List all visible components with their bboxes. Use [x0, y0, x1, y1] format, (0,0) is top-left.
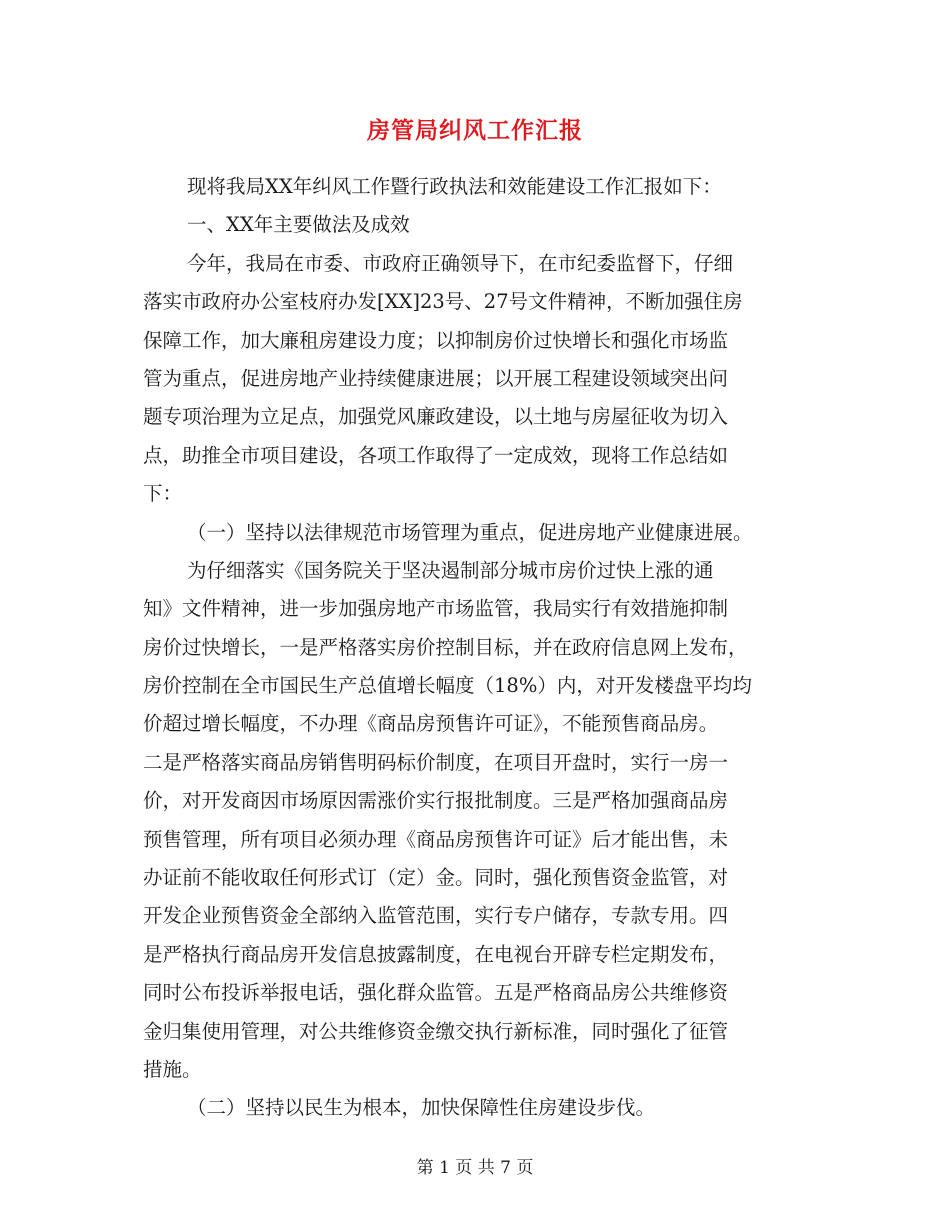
text-line: 金归集使用管理，对公共维修资金缴交执行新标准，同时强化了征管 — [143, 1019, 729, 1043]
document-body — [143, 168, 811, 1128]
text-line: 价，对开发商因市场原因需涨价实行报批制度。三是严格加强商品房 — [143, 789, 729, 813]
subsection-heading: （二）坚持以民生为根本，加快保障性住房建设步伐。 — [187, 1096, 656, 1120]
text-line: 现将我局XX年纠风工作暨行政执法和效能建设工作汇报如下： — [187, 175, 722, 198]
text-line: 房价控制在全市国民生产总值增长幅度（18%）内，对开发楼盘平均均 — [143, 674, 752, 698]
text-line: 二是严格落实商品房销售明码标价制度，在项目开盘时，实行一房一 — [143, 750, 729, 774]
text-line: 为仔细落实《国务院关于坚决遏制部分城市房价过快上涨的通 — [187, 558, 714, 582]
text-line: 知》文件精神，进一步加强房地产市场监管，我局实行有效措施抑制 — [143, 597, 729, 621]
text-line: 办证前不能收取任何形式订（定）金。同时，强化预售资金监管，对 — [143, 866, 729, 890]
subsection-heading: （一）坚持以法律规范市场管理为重点，促进房地产业健康进展。 — [187, 520, 753, 544]
text-line: 今年，我局在市委、市政府正确领导下，在市纪委监督下，仔细 — [187, 251, 734, 275]
section-heading: 一、XX年主要做法及成效 — [187, 213, 410, 237]
text-line: 点，助推全市项目建设，各项工作取得了一定成效，现将工作总结如 — [143, 443, 729, 467]
page-footer: 第 1 页 共 7 页 — [416, 1158, 534, 1178]
document-title: 房管局纠风工作汇报 — [367, 118, 583, 144]
text-line: 措施。 — [143, 1057, 202, 1081]
text-line: 是严格执行商品房开发信息披露制度，在电视台开辟专栏定期发布， — [143, 942, 729, 966]
text-line: 价超过增长幅度，不办理《商品房预售许可证》，不能预售商品房。 — [143, 712, 719, 736]
text-line: 落实市政府办公室枝府办发[XX]23号、27号文件精神，不断加强住房 — [143, 290, 743, 314]
text-line: 保障工作，加大廉租房建设力度；以抑制房价过快增长和强化市场监 — [143, 328, 729, 352]
text-line: 同时公布投诉举报电话，强化群众监管。五是严格商品房公共维修资 — [143, 981, 729, 1005]
text-line: 房价过快增长，一是严格落实房价控制目标，并在政府信息网上发布， — [143, 635, 748, 659]
text-line: 管为重点，促进房地产业持续健康进展；以开展工程建设领域突出问 — [143, 366, 729, 390]
text-line: 题专项治理为立足点，加强党风廉政建设，以土地与房屋征收为切入 — [143, 405, 729, 429]
text-line: 开发企业预售资金全部纳入监管范围，实行专户储存，专款专用。四 — [143, 904, 729, 928]
text-line: 预售管理，所有项目必须办理《商品房预售许可证》后才能出售，未 — [143, 827, 729, 851]
text-line: 下： — [143, 482, 183, 506]
